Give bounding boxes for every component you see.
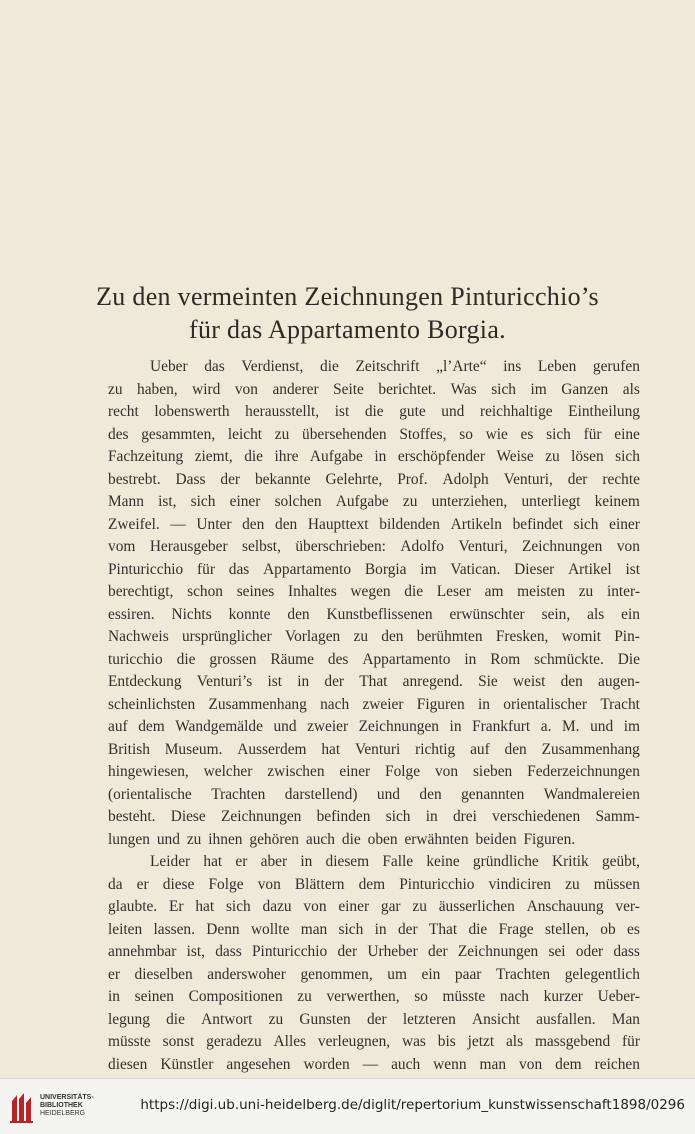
text-line: müsste sonst geradezu Alles verleugnen, was bis jetzt als massgebend für [108, 1033, 640, 1050]
text-line: vom Herausgeber selbst, überschrieben: Adolfo Venturi, Zeichnungen von [108, 538, 640, 555]
text-line: annehmbar ist, dass Pinturicchio der Urheber der Zeichnungen sei oder dass [108, 943, 640, 960]
text-line: zu haben, wird von anderer Seite berichtet. Was sich im Ganzen als [108, 380, 640, 398]
text-line: glaubte. Er hat sich dazu von einer gar zu äusserlichen Anschauung ver- [108, 898, 640, 915]
text-line: diesen Künstler angesehen worden — auch wenn man von dem reichen [108, 1055, 640, 1073]
title-line-1: Zu den vermeinten Zeichnungen Pinturicchio’s [96, 282, 599, 311]
text-line: essiren. Nichts konnte den Kunstbeflissenen erwünschter sein, als ein [108, 605, 640, 623]
text-line: Pinturicchio für das Appartamento Borgia im Vatican. Dieser Artikel ist [108, 560, 640, 578]
text-line: Nachweis ursprünglicher Vorlagen zu den berühmten Fresken, womit Pin- [108, 628, 640, 645]
text-line: da er diese Folge von Blättern dem Pinturicchio vindiciren zu müssen [108, 875, 640, 893]
article-body [108, 356, 640, 1076]
text-line: bestrebt. Dass der bekannte Gelehrte, Prof. Adolph Venturi, der rechte [108, 470, 640, 488]
text-line: hingewiesen, welcher zwischen einer Folge von sieben Federzeichnungen [108, 763, 640, 780]
text-line: Entdeckung Venturi’s ist in der That anregend. Sie weist den augen- [108, 673, 640, 690]
library-name [40, 1094, 94, 1118]
text-line: legung die Antwort zu Gunsten der letzteren Ansicht ausfallen. Man [108, 1010, 640, 1028]
text-line: (orientalische Trachten darstellend) und den genannten Wandmalereien [108, 785, 640, 803]
text-line: Leider hat er aber in diesem Falle keine gründliche Kritik geübt, [150, 853, 640, 870]
text-line: auf dem Wandgemälde und zweier Zeichnungen in Frankfurt a. M. und im [108, 718, 640, 735]
text-line: Fachzeitung ziemt, die ihre Aufgabe in erschöpfender Weise zu lösen sich [108, 448, 640, 465]
text-line: Zweifel. — Unter den den Haupttext bildenden Artikeln befindet sich einer [108, 515, 640, 533]
text-line: recht lobenswerth herausstellt, ist die gute und reichhaltige Eintheilung [108, 403, 640, 420]
text-line: turicchio die grossen Räume des Appartamento in Rom schmückte. Die [108, 650, 640, 668]
text-line: Ueber das Verdienst, die Zeitschrift „l’Arte“ ins Leben gerufen [150, 358, 640, 375]
text-line: besteht. Diese Zeichnungen befinden sich in drei verschiedenen Samm- [108, 808, 640, 825]
text-line: scheinlichsten Zusammenhang nach zweier Figuren in orientalischer Tracht [108, 695, 640, 713]
text-line: leiten lassen. Denn wollte man sich in der That die Frage stellen, ob es [108, 920, 640, 938]
permalink-url[interactable]: https://digi.ub.uni-heidelberg.de/diglit/repertorium_kunstwissenschaft1898/0296 [140, 1097, 685, 1113]
viewer-footer [0, 1078, 695, 1134]
text-line: in seinen Compositionen zu verwerthen, so müsste nach kurzer Ueber- [108, 988, 640, 1005]
library-logo-icon [8, 1091, 36, 1125]
text-line: er dieselben anderswoher genommen, um ein paar Trachten gelegentlich [108, 965, 640, 983]
library-name-line-1: UNIVERSITÄTS- [40, 1094, 94, 1101]
text-line: lungen und zu ihnen gehören auch die oben erwähnten beiden Figuren. [108, 830, 576, 848]
article-title [0, 280, 695, 346]
library-name-line-2: BIBLIOTHEK [40, 1102, 83, 1109]
library-name-line-3: HEIDELBERG [40, 1110, 86, 1117]
text-line: Mann ist, sich einer solchen Aufgabe zu unterziehen, unterliegt keinem [108, 493, 640, 510]
title-line-2: für das Appartamento Borgia. [189, 315, 506, 344]
text-line: berechtigt, schon seines Inhaltes wegen die Leser am meisten zu inter- [108, 583, 640, 600]
text-line: British Museum. Ausserdem hat Venturi richtig auf den Zusammenhang [108, 740, 640, 758]
text-line: des gesammten, leicht zu übersehenden Stoffes, so wie es sich für eine [108, 425, 640, 443]
